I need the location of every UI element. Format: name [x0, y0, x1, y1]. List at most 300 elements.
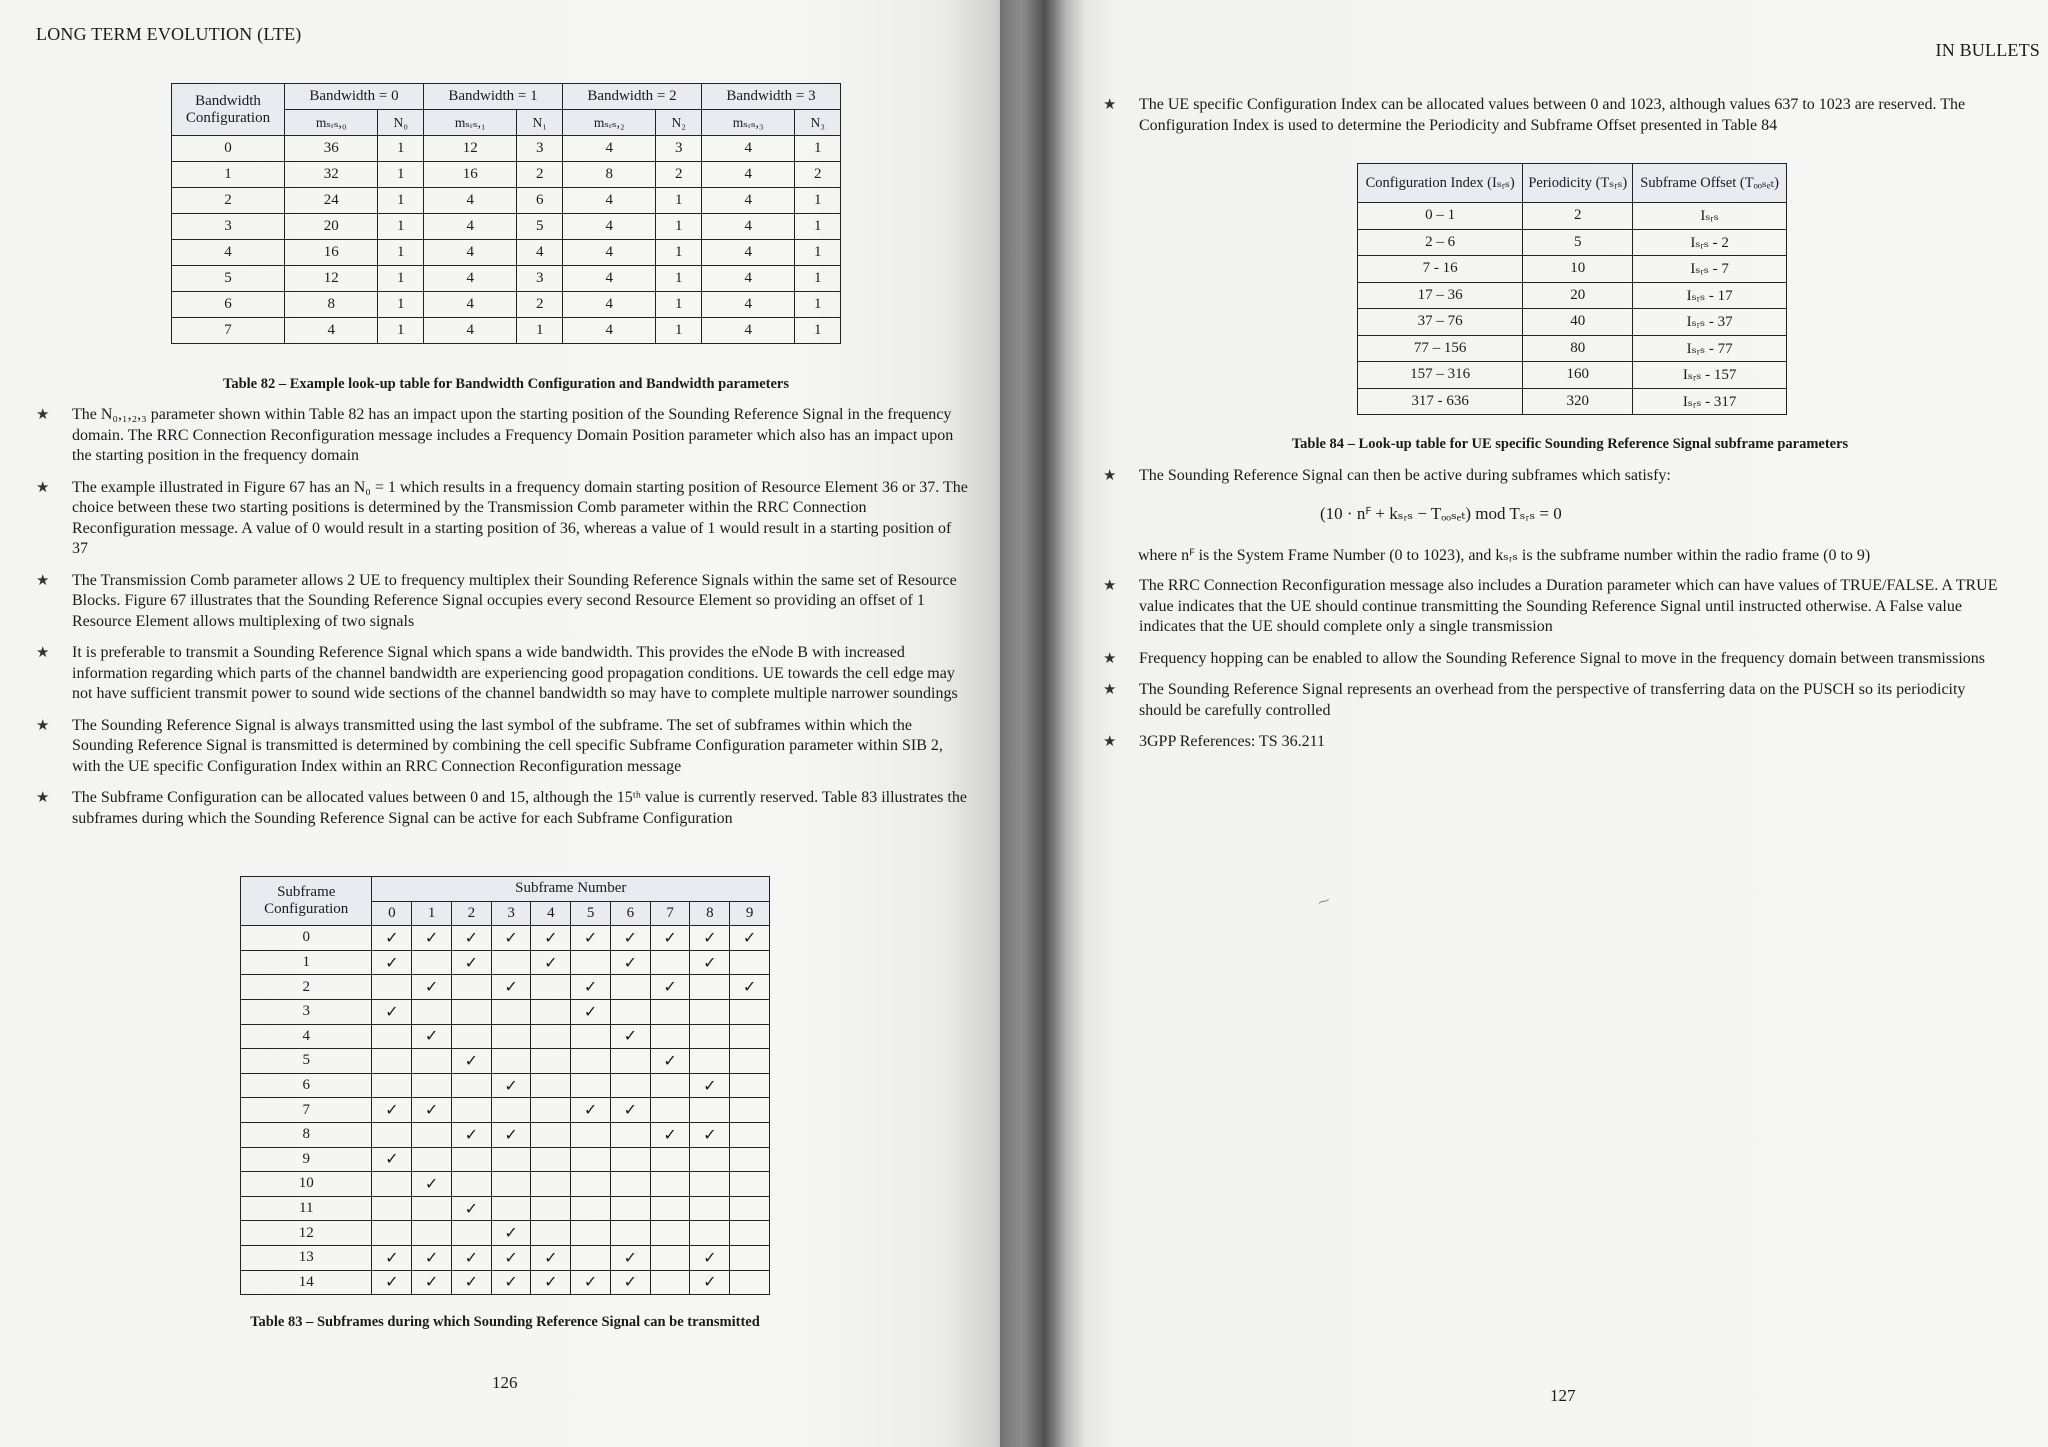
table-82-value-cell: 3: [517, 136, 563, 162]
table-83-empty-cell: [451, 999, 491, 1024]
bullet-item: [1103, 732, 2003, 753]
table-83-empty-cell: [571, 1221, 611, 1246]
table-83-config-cell: 6: [241, 1073, 372, 1098]
table-83-empty-cell: [412, 999, 452, 1024]
table-82-value-cell: 1: [795, 318, 841, 344]
table-row: [241, 1245, 770, 1270]
table-83-empty-cell: [650, 1196, 690, 1221]
bullet-text: The Transmission Comb parameter allows 2 UE to frequency multiplex their Sounding Reference Signals within the same set of Resource Blocks. Figure 67 illustrates that the Sounding Reference Signal occupies every second Resource Element so providing an offset of 1 Resource Element allows multiplexing of two signals: [72, 571, 957, 630]
table-83-empty-cell: [730, 1245, 770, 1270]
table-83-empty-cell: [412, 1073, 452, 1098]
table-row: [172, 214, 841, 240]
table-82-caption: Table 82 – Example look-up table for Bandwidth Configuration and Bandwidth parameters: [223, 376, 789, 392]
running-head-left: LONG TERM EVOLUTION (LTE): [36, 24, 302, 44]
table-83-config-cell: 11: [241, 1196, 372, 1221]
table-83-empty-cell: [372, 1172, 412, 1197]
table-83-empty-cell: [650, 1172, 690, 1197]
table-82-value-cell: 32: [285, 162, 378, 188]
table-83-empty-cell: [610, 1147, 650, 1172]
table-83-empty-cell: [412, 950, 452, 975]
table-84-header: Periodicity (Tₛᵣₛ): [1523, 164, 1633, 203]
bullet-item: [36, 478, 971, 560]
table-row: [241, 1221, 770, 1246]
bullet-text: The N₀,₁,₂,₃ parameter shown within Table 82 has an impact upon the starting position of the Sounding Reference Signal in the frequency domain. The RRC Connection Reconfiguration message includes a Frequency Domain Position parameter which also has an impact upon the starting position in the frequency domain: [72, 406, 954, 464]
table-83-empty-cell: [690, 999, 730, 1024]
checkmark-icon: ✓: [571, 1270, 611, 1295]
table-84-cell: 157 – 316: [1358, 362, 1523, 389]
bullet-list-right-top: [1103, 95, 2003, 147]
table-82-value-cell: 1: [795, 136, 841, 162]
table-82-value-cell: 4: [701, 188, 794, 214]
table-83-subframe-header: 2: [451, 901, 491, 926]
table-84-cell: Iₛᵣₛ - 77: [1633, 335, 1787, 362]
bullet-item: [1103, 466, 2003, 487]
table-84-cell: 317 - 636: [1358, 388, 1523, 415]
checkmark-icon: ✓: [372, 1147, 412, 1172]
table-83-subframe-header: 6: [610, 901, 650, 926]
table-84-cell: Iₛᵣₛ - 157: [1633, 362, 1787, 389]
table-83-empty-cell: [372, 1073, 412, 1098]
table-83-empty-cell: [451, 1221, 491, 1246]
checkmark-icon: ✓: [491, 1073, 531, 1098]
checkmark-icon: ✓: [412, 1098, 452, 1123]
table-84-cell: 320: [1523, 388, 1633, 415]
table-83-empty-cell: [730, 1172, 770, 1197]
star-bullet-icon: ★: [1103, 97, 1117, 113]
table-82-subheader: N₁: [517, 110, 563, 136]
table-83-empty-cell: [451, 1098, 491, 1123]
table-82-value-cell: 1: [378, 188, 424, 214]
table-82-value-cell: 1: [378, 266, 424, 292]
table-83-config-cell: 8: [241, 1122, 372, 1147]
table-82-value-cell: 4: [701, 136, 794, 162]
table-82-value-cell: 5: [517, 214, 563, 240]
table-84-header-row: [1358, 164, 1787, 203]
checkmark-icon: ✓: [571, 926, 611, 951]
table-82-subheader: mₛᵣₛ,₂: [562, 110, 655, 136]
table-82-value-cell: 1: [656, 266, 702, 292]
bullet-list-right-mid: [1103, 466, 2003, 498]
table-row: [172, 292, 841, 318]
table-82-value-cell: 1: [656, 240, 702, 266]
table-84-cell: 5: [1523, 229, 1633, 256]
table-83-empty-cell: [690, 1147, 730, 1172]
table-83-config-cell: 12: [241, 1221, 372, 1246]
table-83-empty-cell: [650, 1147, 690, 1172]
bullet-item: [36, 716, 971, 778]
bullet-item: [36, 788, 971, 829]
table-83-empty-cell: [610, 1196, 650, 1221]
table-83-config-cell: 14: [241, 1270, 372, 1295]
table-83-empty-cell: [730, 1049, 770, 1074]
table-84-cell: Iₛᵣₛ - 317: [1633, 388, 1787, 415]
table-82-value-cell: 1: [795, 292, 841, 318]
table-83-empty-cell: [491, 1024, 531, 1049]
checkmark-icon: ✓: [412, 1245, 452, 1270]
bullet-text: The Sounding Reference Signal can then be active during subframes which satisfy:: [1139, 467, 1671, 484]
table-83-empty-cell: [531, 1196, 571, 1221]
table-84-cell: 17 – 36: [1358, 282, 1523, 309]
table-84-cell: 7 - 16: [1358, 256, 1523, 283]
table-83-empty-cell: [451, 1172, 491, 1197]
table-84-cell: 0 – 1: [1358, 203, 1523, 230]
table-83-empty-cell: [690, 975, 730, 1000]
checkmark-icon: ✓: [690, 1245, 730, 1270]
table-83-subframe-header: 7: [650, 901, 690, 926]
checkmark-icon: ✓: [412, 1172, 452, 1197]
checkmark-icon: ✓: [491, 1270, 531, 1295]
table-82-value-cell: 4: [562, 214, 655, 240]
table-83-empty-cell: [451, 1073, 491, 1098]
checkmark-icon: ✓: [610, 1245, 650, 1270]
table-83-empty-cell: [531, 1098, 571, 1123]
table-83-group-header: Subframe Number: [372, 877, 770, 902]
table-83-config-cell: 2: [241, 975, 372, 1000]
table-82-subheader: mₛᵣₛ,₁: [423, 110, 516, 136]
table-83-empty-cell: [491, 950, 531, 975]
table-83-empty-cell: [650, 999, 690, 1024]
table-83-empty-cell: [650, 1270, 690, 1295]
table-row: [241, 975, 770, 1000]
table-82-value-cell: 1: [656, 188, 702, 214]
table-83-empty-cell: [690, 1172, 730, 1197]
table-83-subframe-header: 5: [571, 901, 611, 926]
table-83-empty-cell: [531, 1122, 571, 1147]
table-83-empty-cell: [571, 1172, 611, 1197]
checkmark-icon: ✓: [690, 1270, 730, 1295]
table-row: [172, 318, 841, 344]
table-82-value-cell: 6: [517, 188, 563, 214]
table-83-subframe-header: 8: [690, 901, 730, 926]
table-83-empty-cell: [730, 1270, 770, 1295]
table-83-subframe-header: 9: [730, 901, 770, 926]
checkmark-icon: ✓: [451, 1122, 491, 1147]
table-83-empty-cell: [451, 1024, 491, 1049]
checkmark-icon: ✓: [372, 926, 412, 951]
table-row: [172, 240, 841, 266]
table-83-empty-cell: [491, 1196, 531, 1221]
checkmark-icon: ✓: [690, 950, 730, 975]
table-83-empty-cell: [730, 1073, 770, 1098]
table-82-value-cell: 1: [378, 240, 424, 266]
table-row: [1358, 203, 1787, 230]
star-bullet-icon: ★: [1103, 734, 1117, 750]
table-83-empty-cell: [690, 1196, 730, 1221]
equation-explanation: where nꟳ is the System Frame Number (0 to 1023), and kₛᵣₛ is the subframe number within the radio frame (0 to 9): [1138, 547, 1871, 564]
table-82-group-header: Bandwidth = 2: [562, 84, 701, 110]
table-84-cell: 77 – 156: [1358, 335, 1523, 362]
table-84-body: [1358, 203, 1787, 415]
table-row: [172, 266, 841, 292]
table-83-empty-cell: [372, 1221, 412, 1246]
star-bullet-icon: ★: [36, 790, 50, 806]
table-83-empty-cell: [610, 1049, 650, 1074]
checkmark-icon: ✓: [451, 1245, 491, 1270]
table-82-value-cell: 2: [795, 162, 841, 188]
checkmark-icon: ✓: [571, 975, 611, 1000]
table-83-empty-cell: [412, 1122, 452, 1147]
table-83-empty-cell: [531, 1172, 571, 1197]
srs-equation: (10 · nꟳ + kₛᵣₛ − Tₒₒₛₑₜ) mod Tₛᵣₛ = 0: [1320, 504, 1562, 523]
table-82-value-cell: 1: [378, 162, 424, 188]
table-row: [241, 1024, 770, 1049]
table-row: [241, 999, 770, 1024]
table-83-empty-cell: [531, 975, 571, 1000]
table-82-value-cell: 1: [795, 266, 841, 292]
table-82-value-cell: 4: [562, 136, 655, 162]
bullet-item: [1103, 95, 2003, 136]
table-83-empty-cell: [730, 1196, 770, 1221]
table-82-config-cell: 6: [172, 292, 285, 318]
table-82-value-cell: 1: [378, 318, 424, 344]
table-row: [241, 1122, 770, 1147]
table-row: [241, 1147, 770, 1172]
table-83-empty-cell: [531, 1073, 571, 1098]
table-82-value-cell: 4: [562, 318, 655, 344]
table-82-value-cell: 1: [517, 318, 563, 344]
table-83-empty-cell: [650, 1073, 690, 1098]
table-83-empty-cell: [730, 999, 770, 1024]
table-83-empty-cell: [531, 1147, 571, 1172]
table-row: [1358, 362, 1787, 389]
bullet-item: [36, 643, 971, 705]
checkmark-icon: ✓: [412, 926, 452, 951]
table-84-cell: 2 – 6: [1358, 229, 1523, 256]
checkmark-icon: ✓: [571, 1098, 611, 1123]
table-83-empty-cell: [372, 1049, 412, 1074]
star-bullet-icon: ★: [36, 407, 50, 423]
table-83-empty-cell: [491, 1172, 531, 1197]
checkmark-icon: ✓: [451, 1270, 491, 1295]
table-82-value-cell: 4: [701, 214, 794, 240]
table-83-empty-cell: [730, 1221, 770, 1246]
table-83-empty-cell: [372, 1024, 412, 1049]
table-83-empty-cell: [571, 1122, 611, 1147]
table-row: [241, 1098, 770, 1123]
checkmark-icon: ✓: [650, 1122, 690, 1147]
star-bullet-icon: ★: [1103, 682, 1117, 698]
checkmark-icon: ✓: [690, 926, 730, 951]
checkmark-icon: ✓: [690, 1122, 730, 1147]
table-82-value-cell: 2: [517, 162, 563, 188]
table-83-empty-cell: [690, 1049, 730, 1074]
table-82-value-cell: 4: [423, 214, 516, 240]
bullet-text: The Sounding Reference Signal is always transmitted using the last symbol of the subframe. The set of subframes within which the Sounding Reference Signal is transmitted is determined by combining the cell specific Subframe Configuration parameter within SIB 2, with the UE specific Configuration Index within an RRC Connection Reconfiguration message: [72, 716, 943, 775]
table-83-empty-cell: [730, 1024, 770, 1049]
bullet-text: Frequency hopping can be enabled to allow the Sounding Reference Signal to move in the frequency domain between transmissions: [1139, 649, 1985, 667]
table-83-subframe-header: 3: [491, 901, 531, 926]
table-82-value-cell: 4: [701, 240, 794, 266]
checkmark-icon: ✓: [372, 1245, 412, 1270]
bullet-text: The RRC Connection Reconfiguration message also includes a Duration parameter which can have values of TRUE/FALSE. A TRUE value indicates that the UE should continue transmitting the Sounding Reference Signal until instructed otherwise. A False value indicates that the UE should complete only a single transmission: [1139, 577, 1998, 635]
table-row: [1358, 229, 1787, 256]
table-82-value-cell: 16: [423, 162, 516, 188]
table-82-group-header: Bandwidth = 0: [285, 84, 424, 110]
table-83-empty-cell: [571, 1073, 611, 1098]
checkmark-icon: ✓: [491, 1245, 531, 1270]
bullet-item: [1103, 649, 2003, 670]
table-82-value-cell: 1: [795, 188, 841, 214]
table-83-config-cell: 9: [241, 1147, 372, 1172]
table-83-empty-cell: [610, 1172, 650, 1197]
table-82-value-cell: 4: [701, 266, 794, 292]
table-82-value-cell: 1: [378, 214, 424, 240]
table-83-empty-cell: [491, 1147, 531, 1172]
bullet-text: The example illustrated in Figure 67 has an N₀ = 1 which results in a frequency domain starting position of Resource Element 36 or 37. The choice between these two starting positions is determined by the Transmission Comb parameter within the RRC Connection Reconfiguration message. A value of 0 would result in a starting position of 36, whereas a value of 1 would result in a starting position of 37: [72, 478, 968, 557]
checkmark-icon: ✓: [571, 999, 611, 1024]
table-82-body: [172, 136, 841, 344]
table-82-value-cell: 1: [795, 214, 841, 240]
star-bullet-icon: ★: [36, 572, 50, 589]
checkmark-icon: ✓: [610, 1024, 650, 1049]
table-82-value-cell: 4: [562, 266, 655, 292]
table-83-empty-cell: [650, 1098, 690, 1123]
table-83-empty-cell: [610, 1221, 650, 1246]
table-83-empty-cell: [531, 999, 571, 1024]
table-84-cell: Iₛᵣₛ - 37: [1633, 309, 1787, 336]
table-82-value-cell: 4: [423, 318, 516, 344]
table-83-empty-cell: [571, 1245, 611, 1270]
page-number-left: 126: [492, 1373, 518, 1392]
table-83-config-cell: 7: [241, 1098, 372, 1123]
table-82-value-cell: 4: [423, 266, 516, 292]
table-83-config-cell: 0: [241, 926, 372, 951]
table-83-empty-cell: [372, 1122, 412, 1147]
table-82-value-cell: 4: [285, 318, 378, 344]
table-82-subheader: N₃: [795, 110, 841, 136]
table-82-value-cell: 8: [562, 162, 655, 188]
table-82-config-cell: 4: [172, 240, 285, 266]
table-82-value-cell: 1: [378, 292, 424, 318]
table-82-value-cell: 4: [701, 162, 794, 188]
table-row: [241, 950, 770, 975]
checkmark-icon: ✓: [451, 1049, 491, 1074]
table-83-empty-cell: [690, 1221, 730, 1246]
table-82-value-cell: 4: [423, 240, 516, 266]
checkmark-icon: ✓: [531, 1270, 571, 1295]
table-83-config-cell: 3: [241, 999, 372, 1024]
bullet-item: [1103, 576, 2003, 638]
table-83-config-cell: 1: [241, 950, 372, 975]
table-83-empty-cell: [730, 1098, 770, 1123]
table-83-config-cell: 5: [241, 1049, 372, 1074]
table-82-value-cell: 4: [423, 292, 516, 318]
table-83-empty-cell: [531, 1024, 571, 1049]
checkmark-icon: ✓: [610, 1270, 650, 1295]
checkmark-icon: ✓: [372, 999, 412, 1024]
table-83-caption: Table 83 – Subframes during which Sounding Reference Signal can be transmitted: [250, 1314, 760, 1330]
table-82-config-cell: 7: [172, 318, 285, 344]
table-82-group-header: Bandwidth = 1: [423, 84, 562, 110]
table-82-value-cell: 3: [517, 266, 563, 292]
table-84-header: Subframe Offset (Tₒₒₛₑₜ): [1633, 164, 1787, 203]
table-83: [240, 876, 770, 1295]
table-83-empty-cell: [610, 1122, 650, 1147]
table-83-empty-cell: [690, 1024, 730, 1049]
checkmark-icon: ✓: [491, 1122, 531, 1147]
table-82-subheader: N₂: [656, 110, 702, 136]
table-83-config-header: Subframe Configuration: [241, 877, 372, 926]
table-84-cell: 80: [1523, 335, 1633, 362]
table-83-empty-cell: [571, 1147, 611, 1172]
table-83-subframe-header: 0: [372, 901, 412, 926]
bullet-text: The Sounding Reference Signal represents an overhead from the perspective of transferring data on the PUSCH so its periodicity should be carefully controlled: [1139, 681, 1966, 719]
checkmark-icon: ✓: [372, 950, 412, 975]
bullet-text: The Subframe Configuration can be allocated values between 0 and 15, although the 15ᵗʰ value is currently reserved. Table 83 illustrates the subframes during which the Sounding Reference Signal can be active for each Subframe Configuration: [72, 789, 967, 827]
table-83-empty-cell: [730, 1147, 770, 1172]
checkmark-icon: ✓: [650, 926, 690, 951]
table-82-config-cell: 2: [172, 188, 285, 214]
table-83-empty-cell: [571, 1024, 611, 1049]
table-83-empty-cell: [531, 1049, 571, 1074]
bullet-list-right-bottom: [1103, 576, 2003, 764]
checkmark-icon: ✓: [372, 1098, 412, 1123]
table-row: [241, 1196, 770, 1221]
table-83-config-cell: 10: [241, 1172, 372, 1197]
table-82-value-cell: 36: [285, 136, 378, 162]
star-bullet-icon: ★: [1103, 650, 1117, 667]
table-82-group-header: Bandwidth = 3: [701, 84, 840, 110]
table-82-value-cell: 1: [656, 292, 702, 318]
checkmark-icon: ✓: [730, 926, 770, 951]
table-83-empty-cell: [730, 950, 770, 975]
table-83-empty-cell: [571, 950, 611, 975]
table-82-value-cell: 12: [285, 266, 378, 292]
table-row: [1358, 388, 1787, 415]
table-82-value-cell: 1: [378, 136, 424, 162]
table-82-config-cell: 0: [172, 136, 285, 162]
table-83-body: [241, 926, 770, 1295]
table-83-empty-cell: [650, 1245, 690, 1270]
table-83-empty-cell: [610, 999, 650, 1024]
bullet-list-left: [36, 405, 971, 840]
table-82-value-cell: 1: [656, 214, 702, 240]
bullet-item: [36, 405, 971, 467]
table-row: [1358, 282, 1787, 309]
checkmark-icon: ✓: [451, 950, 491, 975]
checkmark-icon: ✓: [650, 1049, 690, 1074]
table-83-empty-cell: [610, 975, 650, 1000]
table-row: [1358, 256, 1787, 283]
checkmark-icon: ✓: [650, 975, 690, 1000]
table-82-value-cell: 4: [562, 240, 655, 266]
table-82-value-cell: 4: [517, 240, 563, 266]
table-83-empty-cell: [650, 950, 690, 975]
table-83-empty-cell: [412, 1147, 452, 1172]
table-83-subframe-header: 4: [531, 901, 571, 926]
checkmark-icon: ✓: [531, 950, 571, 975]
running-head-right: IN BULLETS: [1935, 40, 2040, 60]
checkmark-icon: ✓: [531, 926, 571, 951]
star-bullet-icon: ★: [36, 645, 50, 661]
table-84-cell: 2: [1523, 203, 1633, 230]
table-82-value-cell: 8: [285, 292, 378, 318]
checkmark-icon: ✓: [610, 1098, 650, 1123]
checkmark-icon: ✓: [610, 926, 650, 951]
checkmark-icon: ✓: [730, 975, 770, 1000]
page-smudge: ⁓: [1315, 892, 1332, 910]
table-82-value-cell: 2: [517, 292, 563, 318]
table-82-config-cell: 5: [172, 266, 285, 292]
table-84-cell: Iₛᵣₛ - 17: [1633, 282, 1787, 309]
table-82-value-cell: 1: [656, 318, 702, 344]
table-82-config-header: Bandwidth Configuration: [172, 84, 285, 136]
table-84-cell: 10: [1523, 256, 1633, 283]
table-82-subheader: mₛᵣₛ,₀: [285, 110, 378, 136]
table-83-empty-cell: [531, 1221, 571, 1246]
checkmark-icon: ✓: [690, 1073, 730, 1098]
table-83-empty-cell: [412, 1049, 452, 1074]
